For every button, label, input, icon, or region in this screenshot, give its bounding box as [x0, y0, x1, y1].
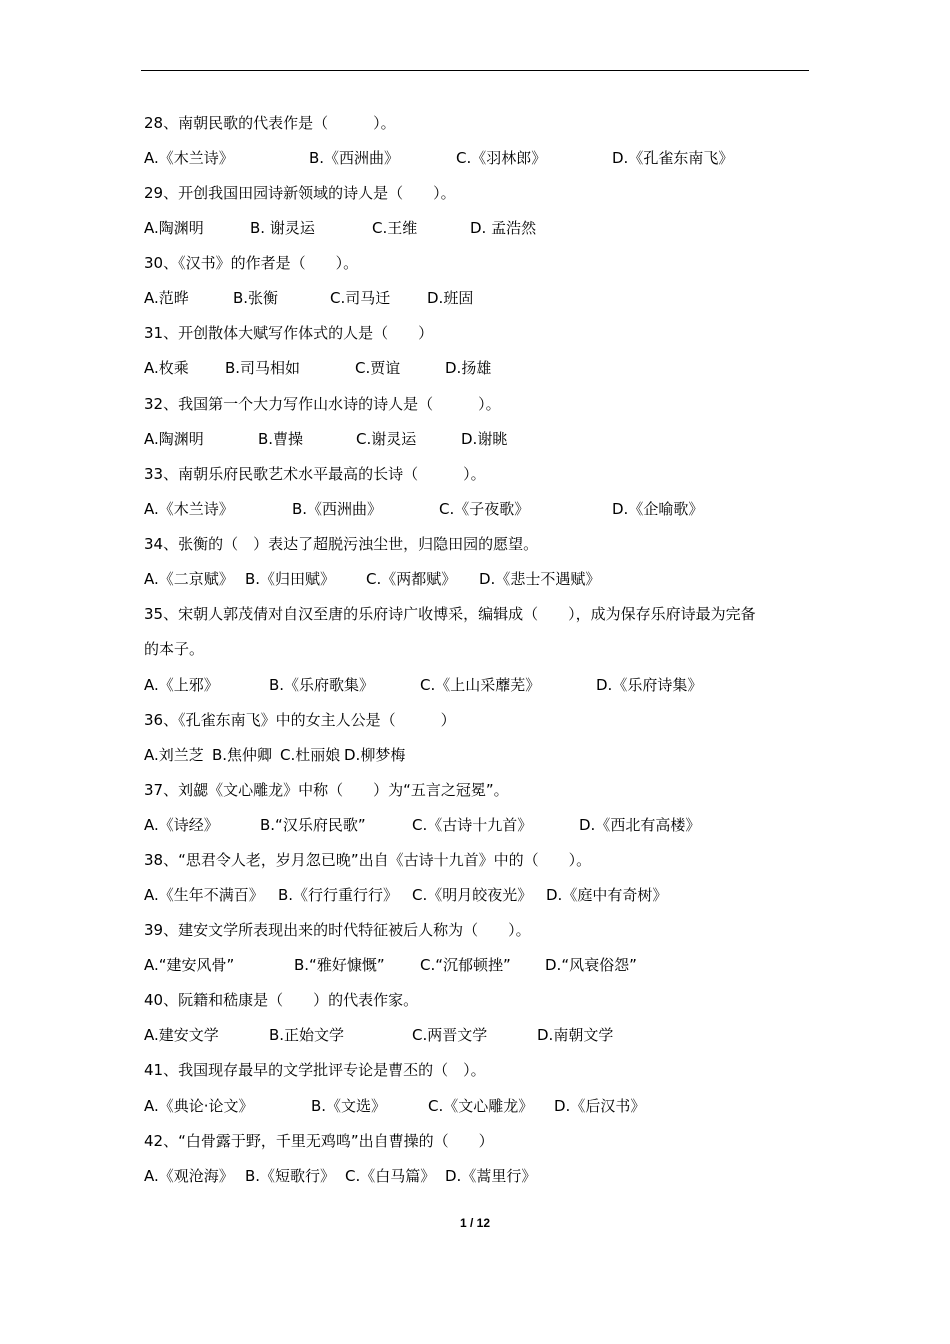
question-37: 37、刘勰《文心雕龙》中称（ ）为“五言之冠冕”。 [144, 781, 509, 799]
option-c: C.王维 [372, 219, 418, 237]
question-39: 39、建安文学所表现出来的时代特征被后人称为（ ）。 [144, 921, 531, 939]
option-b: B.《西洲曲》 [309, 149, 400, 167]
option-c: C.《文心雕龙》 [428, 1097, 534, 1115]
option-d: D.《乐府诗集》 [596, 676, 703, 694]
option-c: C.《白马篇》 [345, 1167, 436, 1185]
option-c: C.两晋文学 [412, 1026, 488, 1044]
header-rule [141, 70, 809, 71]
option-d: D.柳梦梅 [344, 746, 406, 764]
option-d: D.《企喻歌》 [612, 500, 704, 518]
page-number: 1 / 12 [459, 1216, 491, 1230]
option-a: A.《上邪》 [144, 676, 219, 694]
option-c: C.司马迁 [330, 289, 391, 307]
option-d: D.班固 [427, 289, 474, 307]
option-d: D.谢眺 [461, 430, 508, 448]
option-c: C.《明月皎夜光》 [412, 886, 533, 904]
option-d: D.《庭中有奇树》 [546, 886, 668, 904]
option-b: B.司马相如 [225, 359, 301, 377]
question-32: 32、我国第一个大力写作山水诗的诗人是（ ）。 [144, 395, 501, 413]
option-c: C.杜丽娘 [280, 746, 341, 764]
question-40: 40、阮籍和嵇康是（ ）的代表作家。 [144, 991, 419, 1009]
option-d: D.《悲士不遇赋》 [479, 570, 601, 588]
question-29: 29、开创我国田园诗新领域的诗人是（ ）。 [144, 184, 456, 202]
question-31: 31、开创散体大赋写作体式的人是（ ） [144, 324, 434, 342]
option-c: C.谢灵运 [356, 430, 417, 448]
option-a: A.刘兰芝 [144, 746, 204, 764]
option-b: B.《短歌行》 [245, 1167, 336, 1185]
option-a: A.“建安风骨” [144, 956, 235, 974]
option-b: B.张衡 [233, 289, 279, 307]
option-b: B.曹操 [258, 430, 304, 448]
option-a: A.《木兰诗》 [144, 149, 234, 167]
option-b: B.焦仲卿 [212, 746, 273, 764]
question-33: 33、南朝乐府民歌艺术水平最高的长诗（ ）。 [144, 465, 486, 483]
question-36: 36、《孔雀东南飞》中的女主人公是（ ） [144, 711, 456, 729]
question-35: 35、宋朝人郭茂倩对自汉至唐的乐府诗广收博采，编辑成（ ），成为保存乐府诗最为完备 [144, 605, 756, 623]
option-a: A.建安文学 [144, 1026, 219, 1044]
option-a: A.《诗经》 [144, 816, 219, 834]
option-b: B.《文选》 [311, 1097, 387, 1115]
question-28: 28、南朝民歌的代表作是（ ）。 [144, 114, 396, 132]
option-c: C.“沉郁顿挫” [420, 956, 511, 974]
option-d: D.《蒿里行》 [445, 1167, 537, 1185]
question-34: 34、张衡的（ ）表达了超脱污浊尘世，归隐田园的愿望。 [144, 535, 539, 553]
option-d: D.南朝文学 [537, 1026, 614, 1044]
option-a: A.《典论·论文》 [144, 1097, 254, 1115]
option-d: D.《后汉书》 [554, 1097, 646, 1115]
option-b: B.“汉乐府民歌” [260, 816, 366, 834]
option-d: D.“风衰俗怨” [545, 956, 637, 974]
option-d: D. 孟浩然 [470, 219, 537, 237]
option-b: B.《西洲曲》 [292, 500, 383, 518]
option-a: A.陶渊明 [144, 430, 204, 448]
option-c: C.贾谊 [355, 359, 401, 377]
question-35-continued: 的本子。 [144, 640, 205, 658]
option-a: A.陶渊明 [144, 219, 204, 237]
option-c: C.《两都赋》 [366, 570, 457, 588]
option-d: D.《西北有高楼》 [579, 816, 701, 834]
option-b: B.《归田赋》 [245, 570, 336, 588]
option-d: D.扬雄 [445, 359, 492, 377]
question-30: 30、《汉书》的作者是（ ）。 [144, 254, 359, 272]
question-42: 42、“白骨露于野，千里无鸡鸣”出自曹操的（ ） [144, 1132, 494, 1150]
option-a: A.《观沧海》 [144, 1167, 234, 1185]
option-a: A.范晔 [144, 289, 189, 307]
question-41: 41、我国现存最早的文学批评专论是曹丕的（ ）。 [144, 1061, 486, 1079]
option-b: B.《行行重行行》 [278, 886, 399, 904]
option-b: B.《乐府歌集》 [269, 676, 375, 694]
option-c: C.《羽林郎》 [456, 149, 547, 167]
option-a: A.《木兰诗》 [144, 500, 234, 518]
option-c: C.《子夜歌》 [439, 500, 530, 518]
option-c: C.《古诗十九首》 [412, 816, 533, 834]
option-d: D.《孔雀东南飞》 [612, 149, 734, 167]
option-a: A.《二京赋》 [144, 570, 234, 588]
option-a: A.枚乘 [144, 359, 189, 377]
option-a: A.《生年不满百》 [144, 886, 264, 904]
option-c: C.《上山采蘼芜》 [420, 676, 541, 694]
option-b: B.“雅好慷慨” [294, 956, 385, 974]
option-b: B.正始文学 [269, 1026, 345, 1044]
option-b: B. 谢灵运 [250, 219, 315, 237]
question-38: 38、“思君令人老，岁月忽已晚”出自《古诗十九首》中的（ ）。 [144, 851, 592, 869]
